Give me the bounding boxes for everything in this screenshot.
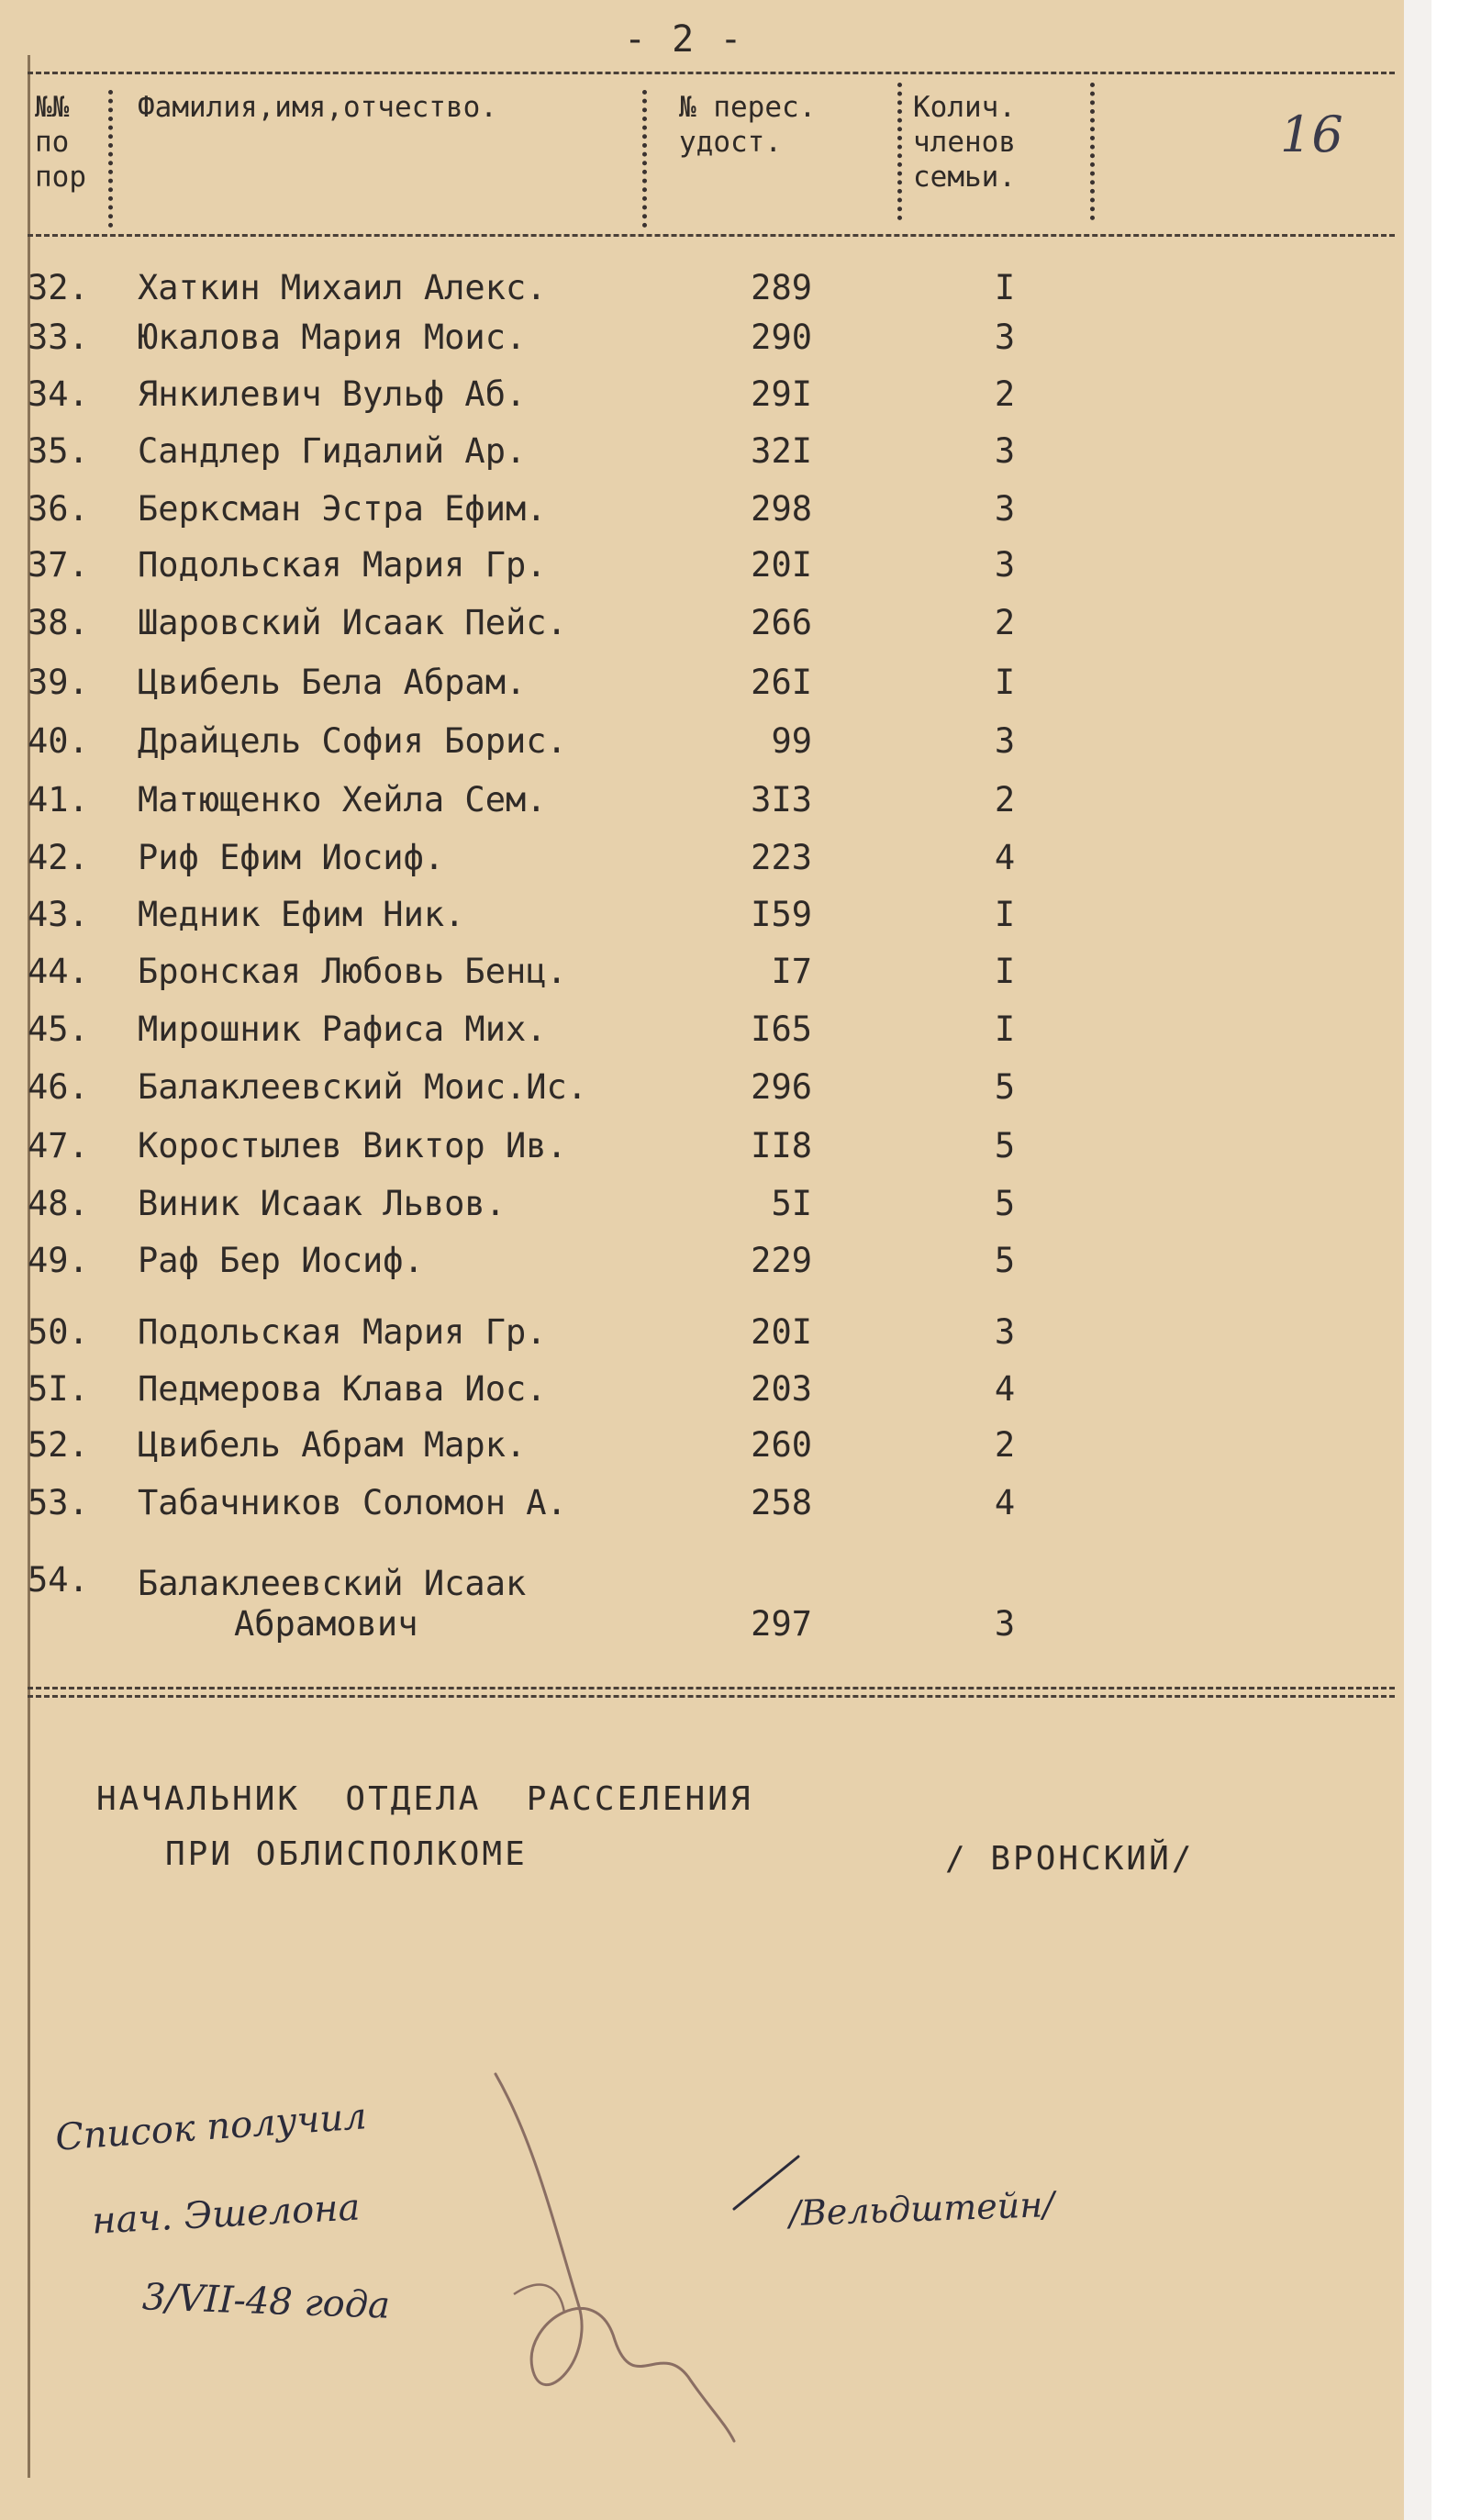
row-name: Берксман Эстра Ефим. xyxy=(138,489,547,529)
handwritten-signature: /Вельдштейн/ xyxy=(788,2183,1055,2235)
row-number: 47. xyxy=(28,1126,89,1165)
row-number: 46. xyxy=(28,1067,89,1107)
row-family-count: 5 xyxy=(994,1067,1016,1107)
row-family-count: 3 xyxy=(994,318,1016,357)
row-number: 53. xyxy=(28,1483,89,1522)
row-family-count: 5 xyxy=(994,1184,1016,1223)
row-name: Цвибель Абрам Марк. xyxy=(138,1425,527,1465)
row-document-number: 298 xyxy=(751,489,812,529)
scan-border xyxy=(1404,0,1431,2520)
header-separator xyxy=(108,90,113,228)
row-number: 43. xyxy=(28,895,89,934)
row-family-count: I xyxy=(994,952,1016,991)
table-row xyxy=(0,374,1376,426)
row-number: 41. xyxy=(28,780,89,820)
row-family-count: 2 xyxy=(994,374,1016,414)
row-family-count: 2 xyxy=(994,780,1016,820)
row-name: Виник Исаак Львов. xyxy=(138,1184,506,1223)
header-col-family-count: Колич. членов семьи. xyxy=(913,91,1016,194)
table-row xyxy=(0,318,1376,369)
row-document-number: 289 xyxy=(751,268,812,307)
header-separator xyxy=(642,90,647,228)
row-number: 44. xyxy=(28,952,89,991)
header-col-document: № перес. удост. xyxy=(679,91,817,159)
row-document-number: 266 xyxy=(751,603,812,642)
row-name: Риф Ефим Иосиф. xyxy=(138,838,445,877)
row-family-count: 3 xyxy=(994,1312,1016,1352)
table-row xyxy=(0,1126,1376,1177)
table-row xyxy=(0,1312,1376,1364)
signer-name: / ВРОНСКИЙ/ xyxy=(945,1840,1195,1878)
header-separator xyxy=(897,83,902,220)
row-number: 35. xyxy=(28,431,89,471)
row-family-count: 3 xyxy=(994,431,1016,471)
row-document-number: I65 xyxy=(751,1009,812,1049)
row-document-number: II8 xyxy=(751,1126,812,1165)
row-number: 40. xyxy=(28,721,89,761)
row-name: Балаклеевский Моис.Ис. xyxy=(138,1067,588,1107)
row-number: 39. xyxy=(28,663,89,702)
row-number: 36. xyxy=(28,489,89,529)
table-row xyxy=(0,1184,1376,1235)
row-number: 45. xyxy=(28,1009,89,1049)
row-name: Сандлер Гидалий Ар. xyxy=(138,431,527,471)
row-number: 38. xyxy=(28,603,89,642)
row-name: Педмерова Клава Иос. xyxy=(138,1369,547,1409)
row-family-count: 3 xyxy=(994,1604,1016,1644)
row-number: 52. xyxy=(28,1425,89,1465)
row-number: 54. xyxy=(28,1560,89,1600)
row-name: Табачников Соломон А. xyxy=(138,1483,567,1522)
row-document-number: I59 xyxy=(751,895,812,934)
row-document-number: 3I3 xyxy=(751,780,812,820)
row-document-number: 26I xyxy=(751,663,812,702)
row-document-number: 258 xyxy=(751,1483,812,1522)
header-top-rule xyxy=(28,72,1395,74)
row-document-number: 229 xyxy=(751,1241,812,1280)
header-separator xyxy=(1090,83,1095,220)
row-document-number: 5I xyxy=(771,1184,812,1223)
row-document-number: 223 xyxy=(751,838,812,877)
row-document-number: 20I xyxy=(751,1312,812,1352)
header-col-name: Фамилия,имя,отчество. xyxy=(138,91,497,124)
header-bottom-rule xyxy=(28,234,1395,237)
row-document-number: 99 xyxy=(771,721,812,761)
table-row xyxy=(0,545,1376,597)
table-row xyxy=(0,268,1376,319)
row-number: 33. xyxy=(28,318,89,357)
table-row xyxy=(0,780,1376,831)
row-family-count: I xyxy=(994,663,1016,702)
row-family-count: 2 xyxy=(994,603,1016,642)
row-family-count: 4 xyxy=(994,1483,1016,1522)
handwritten-signature-mark xyxy=(477,2065,752,2450)
row-document-number: 290 xyxy=(751,318,812,357)
row-name: Драйцель София Борис. xyxy=(138,721,567,761)
page-number: - 2 - xyxy=(624,18,744,61)
signature-title-line2: ПРИ ОБЛИСПОЛКОМЕ xyxy=(165,1835,528,1873)
row-family-count: 5 xyxy=(994,1126,1016,1165)
row-name-line1: Балаклеевский Исаак xyxy=(138,1564,527,1603)
row-number: 42. xyxy=(28,838,89,877)
row-document-number: 20I xyxy=(751,545,812,585)
signature-title-line1: НАЧАЛЬНИК ОТДЕЛА РАССЕЛЕНИЯ xyxy=(96,1780,753,1818)
row-number: 48. xyxy=(28,1184,89,1223)
row-family-count: 3 xyxy=(994,545,1016,585)
table-row xyxy=(0,1067,1376,1119)
table-row xyxy=(0,838,1376,889)
row-name: Медник Ефим Ник. xyxy=(138,895,465,934)
header-col-number: №№ по пор xyxy=(35,91,86,194)
table-row xyxy=(0,1369,1376,1421)
row-document-number: 203 xyxy=(751,1369,812,1409)
row-name: Хаткин Михаил Алекс. xyxy=(138,268,547,307)
row-family-count: 2 xyxy=(994,1425,1016,1465)
row-number: 37. xyxy=(28,545,89,585)
handwritten-note-line1: Список получил xyxy=(53,2095,369,2159)
table-row xyxy=(0,1483,1376,1534)
row-number: 32. xyxy=(28,268,89,307)
row-name-line2: Абрамович xyxy=(234,1604,418,1644)
row-number: 50. xyxy=(28,1312,89,1352)
table-row xyxy=(0,1425,1376,1477)
row-family-count: 4 xyxy=(994,1369,1016,1409)
row-name: Мирошник Рафиса Мих. xyxy=(138,1009,547,1049)
table-row xyxy=(0,721,1376,773)
table-end-rule xyxy=(28,1687,1395,1698)
table-row xyxy=(0,431,1376,483)
row-name: Раф Бер Иосиф. xyxy=(138,1241,424,1280)
row-name: Янкилевич Вульф Аб. xyxy=(138,374,527,414)
table-row xyxy=(0,1560,1376,1679)
row-family-count: I xyxy=(994,895,1016,934)
table-row xyxy=(0,895,1376,946)
table-row xyxy=(0,1241,1376,1292)
row-number: 49. xyxy=(28,1241,89,1280)
row-number: 5I. xyxy=(28,1369,89,1409)
table-row xyxy=(0,1009,1376,1061)
row-family-count: 5 xyxy=(994,1241,1016,1280)
row-name: Матющенко Хейла Сем. xyxy=(138,780,547,820)
row-family-count: I xyxy=(994,268,1016,307)
row-name: Бронская Любовь Бенц. xyxy=(138,952,567,991)
row-document-number: 297 xyxy=(751,1604,812,1644)
row-family-count: 3 xyxy=(994,489,1016,529)
handwritten-note-line2: нач. Эшелона xyxy=(90,2186,362,2243)
row-name: Шаровский Исаак Пейс. xyxy=(138,603,567,642)
row-name: Юкалова Мария Моис. xyxy=(138,318,527,357)
row-family-count: 4 xyxy=(994,838,1016,877)
table-row xyxy=(0,663,1376,714)
row-document-number: 29I xyxy=(751,374,812,414)
row-name: Коростылев Виктор Ив. xyxy=(138,1126,567,1165)
row-number: 34. xyxy=(28,374,89,414)
row-family-count: I xyxy=(994,1009,1016,1049)
row-document-number: 260 xyxy=(751,1425,812,1465)
row-name: Подольская Мария Гр. xyxy=(138,545,547,585)
row-name: Цвибель Бела Абрам. xyxy=(138,663,527,702)
table-row xyxy=(0,603,1376,654)
row-family-count: 3 xyxy=(994,721,1016,761)
archive-page-number: 16 xyxy=(1280,106,1343,163)
row-document-number: 32I xyxy=(751,431,812,471)
row-document-number: I7 xyxy=(771,952,812,991)
row-document-number: 296 xyxy=(751,1067,812,1107)
table-row xyxy=(0,952,1376,1003)
handwritten-note-line3: 3/VII-48 года xyxy=(141,2276,391,2327)
row-name: Подольская Мария Гр. xyxy=(138,1312,547,1352)
table-row xyxy=(0,489,1376,541)
